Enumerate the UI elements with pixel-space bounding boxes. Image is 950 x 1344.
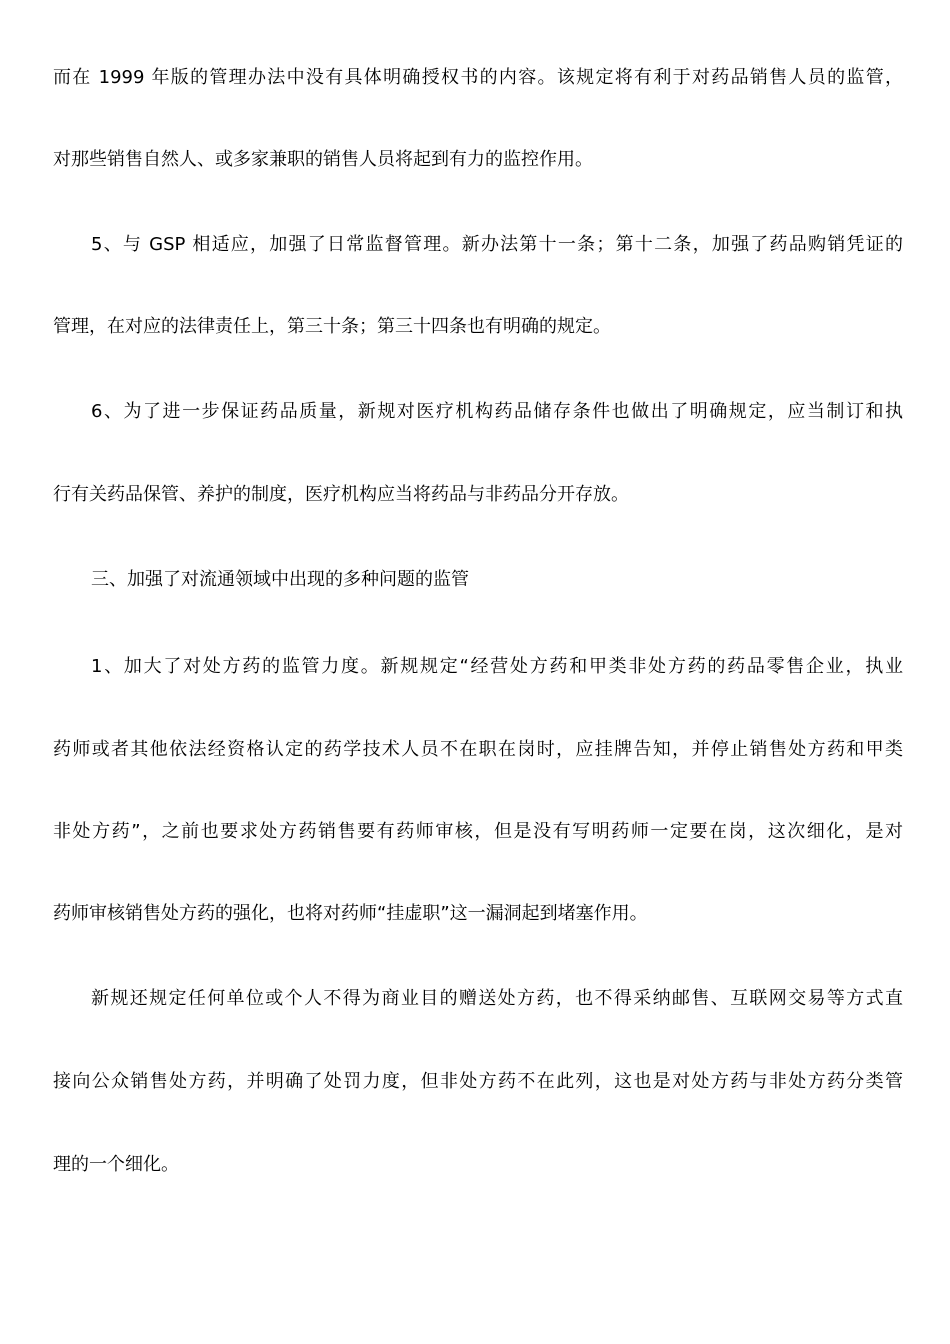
section-heading: 三、加强了对流通领域中出现的多种问题的监管 [91, 569, 469, 590]
paragraph-line: 对那些销售自然人、或多家兼职的销售人员将起到有力的监控作用。 [53, 149, 593, 170]
paragraph-line: 而在 1999 年版的管理办法中没有具体明确授权书的内容。该规定将有利于对药品销售人员的监管， [53, 67, 903, 88]
paragraph-line: 新规还规定任何单位或个人不得为商业目的赠送处方药，也不得采纳邮售、互联网交易等方式直 [91, 988, 903, 1009]
paragraph-line: 管理，在对应的法律责任上，第三十条；第三十四条也有明确的规定。 [53, 316, 611, 337]
paragraph-line: 理的一个细化。 [53, 1154, 179, 1175]
paragraph-line: 药师审核销售处方药的强化，也将对药师“挂虚职”这一漏洞起到堵塞作用。 [53, 903, 648, 924]
paragraph-line: 6、为了进一步保证药品质量，新规对医疗机构药品储存条件也做出了明确规定，应当制订和执 [91, 401, 903, 422]
paragraph-line: 5、与 GSP 相适应，加强了日常监督管理。新办法第十一条；第十二条，加强了药品购销凭证的 [91, 234, 903, 255]
paragraph-line: 接向公众销售处方药，并明确了处罚力度，但非处方药不在此列，这也是对处方药与非处方药分类管 [53, 1071, 903, 1092]
paragraph-line: 非处方药”，之前也要求处方药销售要有药师审核，但是没有写明药师一定要在岗，这次细化，是对 [53, 821, 903, 842]
paragraph-line: 1、加大了对处方药的监管力度。新规规定“经营处方药和甲类非处方药的药品零售企业，执业 [91, 656, 903, 677]
paragraph-line: 行有关药品保管、养护的制度，医疗机构应当将药品与非药品分开存放。 [53, 484, 629, 505]
paragraph-line: 药师或者其他依法经资格认定的药学技术人员不在职在岗时，应挂牌告知，并停止销售处方药和甲类 [53, 739, 903, 760]
